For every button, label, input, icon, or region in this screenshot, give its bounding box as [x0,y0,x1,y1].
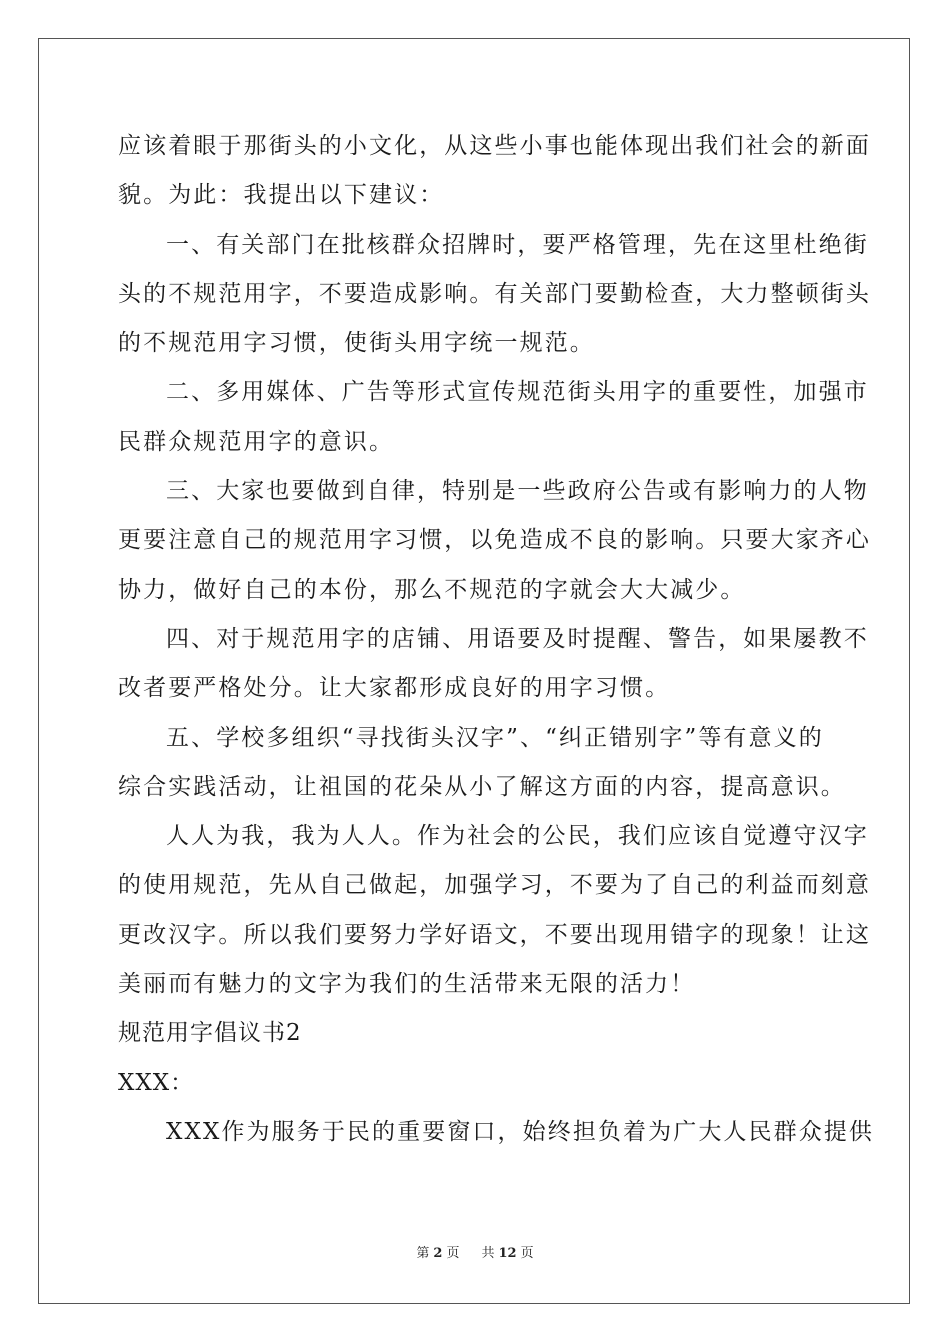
salutation: XXX： [118,1069,195,1096]
paragraph-line: 貌。为此：我提出以下建议： [118,182,445,209]
page-number: 2 [433,1246,443,1261]
paragraph-line: 的使用规范，先从自己做起，加强学习，不要为了自己的利益而刻意 [118,872,871,899]
paragraph-line: 的不规范用字习惯，使街头用字统一规范。 [118,330,595,357]
paragraph-line: 协力，做好自己的本份，那么不规范的字就会大大减少。 [118,576,746,603]
paragraph-line: 应该着眼于那街头的小文化，从这些小事也能体现出我们社会的新面 [118,133,871,159]
paragraph-line: 民群众规范用字的意识。 [118,428,395,455]
page-footer [0,1242,950,1261]
paragraph-line: 五、学校多组织“寻找街头汉字”、“纠正错别字”等有意义的 [166,724,824,751]
section-heading: 规范用字倡议书2 [118,1020,302,1047]
paragraph-line: 更要注意自己的规范用字习惯，以免造成不良的影响。只要大家齐心 [118,527,871,554]
total-pages: 12 [498,1246,517,1261]
total-prefix: 共 [481,1246,495,1261]
page-prefix: 第 [416,1246,430,1261]
total-suffix: 页 [520,1246,534,1261]
paragraph-line: 三、大家也要做到自律，特别是一些政府公告或有影响力的人物 [166,478,869,505]
paragraph-line: 美丽而有魅力的文字为我们的生活带来无限的活力！ [118,971,696,998]
paragraph-line: 改者要严格处分。让大家都形成良好的用字习惯。 [118,675,671,702]
paragraph-line: 人人为我，我为人人。作为社会的公民，我们应该自觉遵守汉字 [166,823,869,850]
document-body [118,122,875,1157]
paragraph-line: 四、对于规范用字的店铺、用语要及时提醒、警告，如果屡教不 [166,625,869,652]
paragraph-line: 一、有关部门在批核群众招牌时，要严格管理，先在这里杜绝街 [166,231,869,258]
page-suffix: 页 [446,1246,460,1261]
paragraph-line: XXX作为服务于民的重要窗口，始终担负着为广大人民群众提供 [166,1118,875,1145]
paragraph-line: 二、多用媒体、广告等形式宣传规范街头用字的重要性，加强市 [166,379,869,406]
paragraph-line: 综合实践活动，让祖国的花朵从小了解这方面的内容，提高意识。 [118,773,846,800]
paragraph-line: 头的不规范用字，不要造成影响。有关部门要勤检查，大力整顿街头 [118,280,871,307]
paragraph-line: 更改汉字。所以我们要努力学好语文，不要出现用错字的现象！让这 [118,921,871,948]
